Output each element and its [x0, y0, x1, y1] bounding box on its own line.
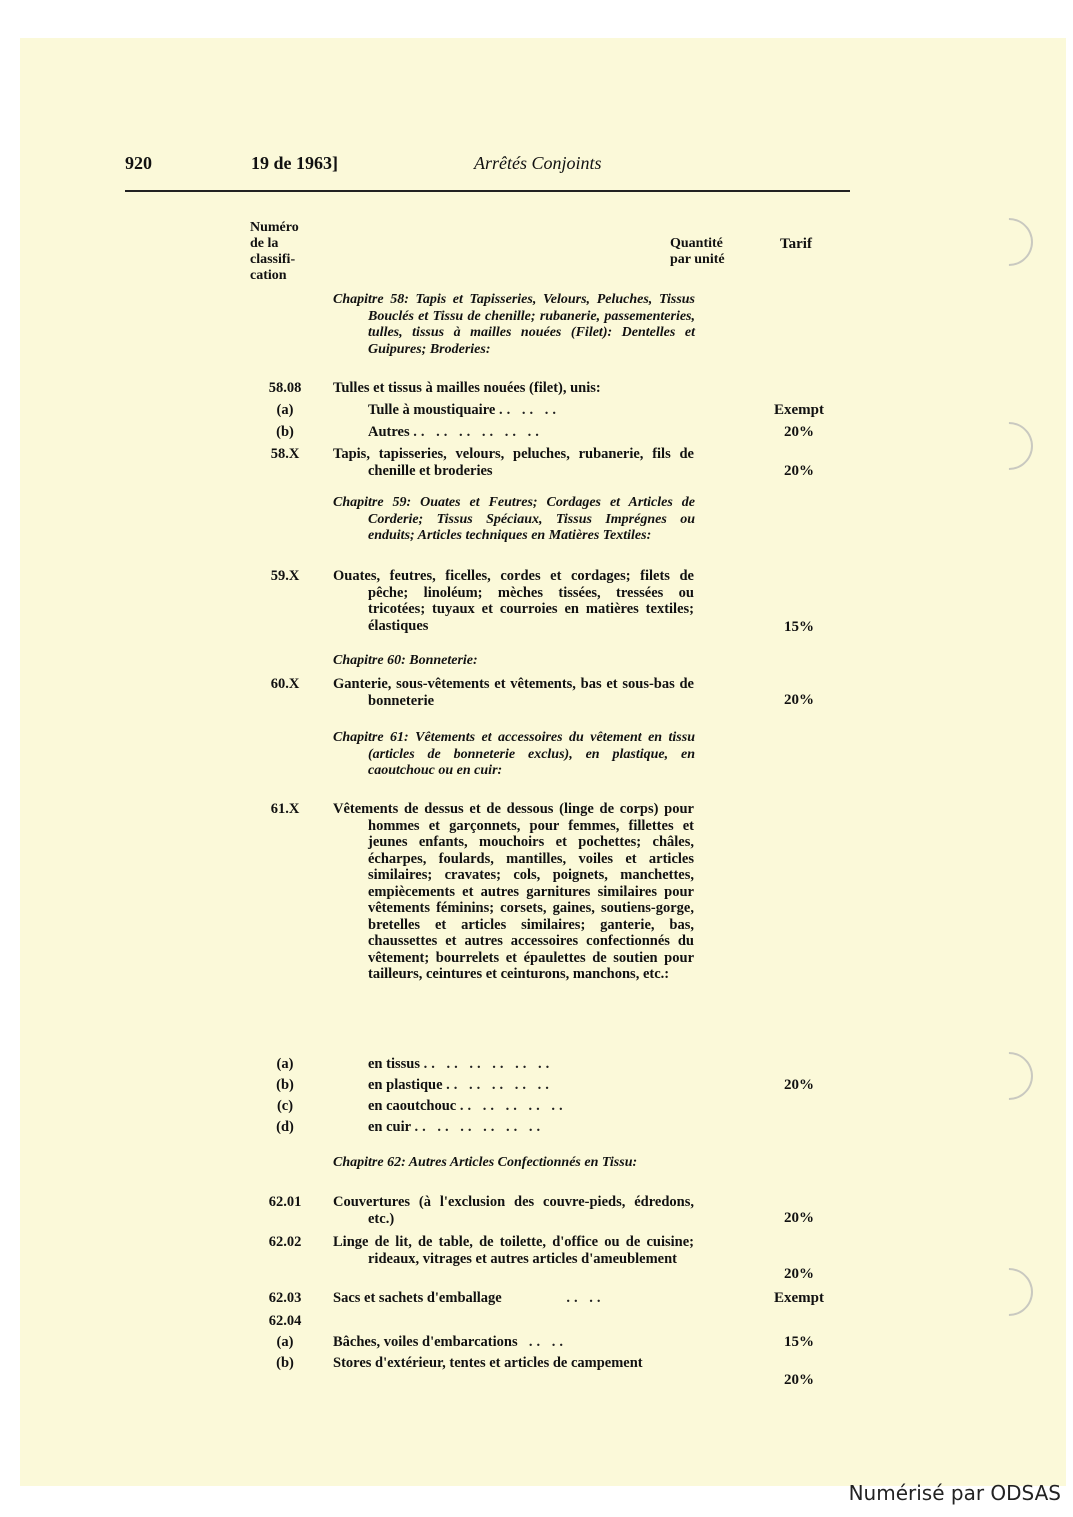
classification-code: 62.02: [268, 1234, 302, 1250]
subitem-code: (c): [276, 1098, 294, 1114]
tarif-value: 20%: [784, 424, 814, 440]
issue-reference: 19 de 1963]: [251, 153, 338, 173]
classification-code: 61.X: [270, 801, 300, 817]
tarif-value: Exempt: [774, 1290, 824, 1306]
chapter-heading: Chapitre 62: Autres Articles Confectionnés en Tissu:: [333, 1155, 638, 1170]
subitem-description: en tissus .. .. .. .. .. ..: [368, 1056, 554, 1072]
item-description: Linge de lit, de table, de toilette, d'office ou de cuisine; rideaux, vitrages et autres articles d'ameublement: [333, 1234, 694, 1267]
header-rule: [125, 190, 850, 192]
subitem-description: en caoutchouc .. .. .. .. ..: [368, 1098, 567, 1114]
column-header-quantite: Quantité par unité: [670, 236, 725, 267]
subitem-description: Bâches, voiles d'embarcations .. ..: [333, 1334, 567, 1350]
tarif-value: 15%: [784, 1334, 814, 1350]
tarif-value: 20%: [784, 692, 814, 708]
tarif-value: Exempt: [774, 402, 824, 418]
chapter-heading: Chapitre 59: Ouates et Feutres; Cordages et Articles de Corderie; Tissus Spéciaux, Tissus Imprégnes ou enduits; Articles techniques en Matières Textiles:: [333, 495, 695, 543]
tarif-value: 20%: [784, 1372, 814, 1388]
item-description: Vêtements de dessus et de dessous (linge de corps) pour hommes et garçonnets, pour femmes, fillettes et jeunes enfants, mouchoirs et pochettes; châles, écharpes, foulards, mantilles, voiles et articles similaires; cravates; cols, poignets, manchettes, empiècements et autres garnitures similaires pour vêtements féminins; corsets, gaines, soutiens-gorge, bretelles et articles similaires; ganterie, bas, chaussettes et autres accessoires confectionnés du vêtement; bourrelets et épaulettes de soutien pour tailleurs, ceintures et ceinturons, manchons, etc.:: [333, 801, 694, 982]
tarif-value: 20%: [784, 463, 814, 479]
classification-code: 60.X: [270, 676, 300, 692]
digitization-credit: Numérisé par ODSAS: [848, 1481, 1061, 1505]
item-description: Ouates, feutres, ficelles, cordes et cordages; filets de pêche; linoléum; mèches tissées, tressées ou tricotées; tuyaux et courroies en matières textiles; élastiques: [333, 568, 694, 634]
subitem-code: (d): [276, 1119, 294, 1135]
subitem-description: Autres .. .. .. .. .. ..: [368, 424, 543, 440]
tarif-value: 15%: [784, 619, 814, 635]
classification-code: 62.01: [268, 1194, 302, 1210]
classification-code: 58.X: [270, 446, 300, 462]
page-title: Arrêtés Conjoints: [474, 153, 602, 173]
subitem-description: Tulle à moustiquaire .. .. ..: [368, 402, 560, 418]
tarif-value: 20%: [784, 1077, 814, 1093]
tarif-value: 20%: [784, 1210, 814, 1226]
subitem-description: Stores d'extérieur, tentes et articles de campement: [333, 1355, 643, 1371]
subitem-code: (b): [276, 424, 294, 440]
subitem-code: (b): [276, 1355, 294, 1371]
page-number: 920: [125, 153, 152, 173]
item-description: Ganterie, sous-vêtements et vêtements, bas et sous-bas de bonneterie: [333, 676, 694, 709]
chapter-heading: Chapitre 61: Vêtements et accessoires du vêtement en tissu (articles de bonneterie exclus), en plastique, en caoutchouc ou en cuir:: [333, 730, 695, 778]
classification-code: 58.08: [268, 380, 302, 396]
subitem-code: (a): [276, 1334, 294, 1350]
column-header-numero: Numéro de la classifi- cation: [250, 220, 299, 283]
chapter-heading: Chapitre 60: Bonneterie:: [333, 653, 478, 668]
subitem-code: (a): [276, 1056, 294, 1072]
tarif-value: 20%: [784, 1266, 814, 1282]
classification-code: 59.X: [270, 568, 300, 584]
chapter-heading: Chapitre 58: Tapis et Tapisseries, Velours, Peluches, Tissus Bouclés et Tissu de chenille; rubanerie, passementeries, tulles, tissus à mailles nouées (Filet): Dentelles et Guipures; Broderies:: [333, 292, 696, 357]
classification-code: 62.03: [268, 1290, 302, 1306]
item-description: Tapis, tapisseries, velours, peluches, rubanerie, fils de chenille et broderies: [333, 446, 694, 479]
subitem-description: en cuir .. .. .. .. .. ..: [368, 1119, 545, 1135]
classification-code: 62.04: [268, 1313, 302, 1329]
subitem-description: en plastique .. .. .. .. ..: [368, 1077, 553, 1093]
item-description: Couvertures (à l'exclusion des couvre-pieds, édredons, etc.): [333, 1194, 694, 1227]
item-description: Sacs et sachets d'emballage .. ..: [333, 1290, 605, 1306]
subitem-code: (b): [276, 1077, 294, 1093]
subitem-code: (a): [276, 402, 294, 418]
item-description: Tulles et tissus à mailles nouées (filet), unis:: [333, 380, 601, 396]
column-header-tarif: Tarif: [780, 236, 812, 252]
